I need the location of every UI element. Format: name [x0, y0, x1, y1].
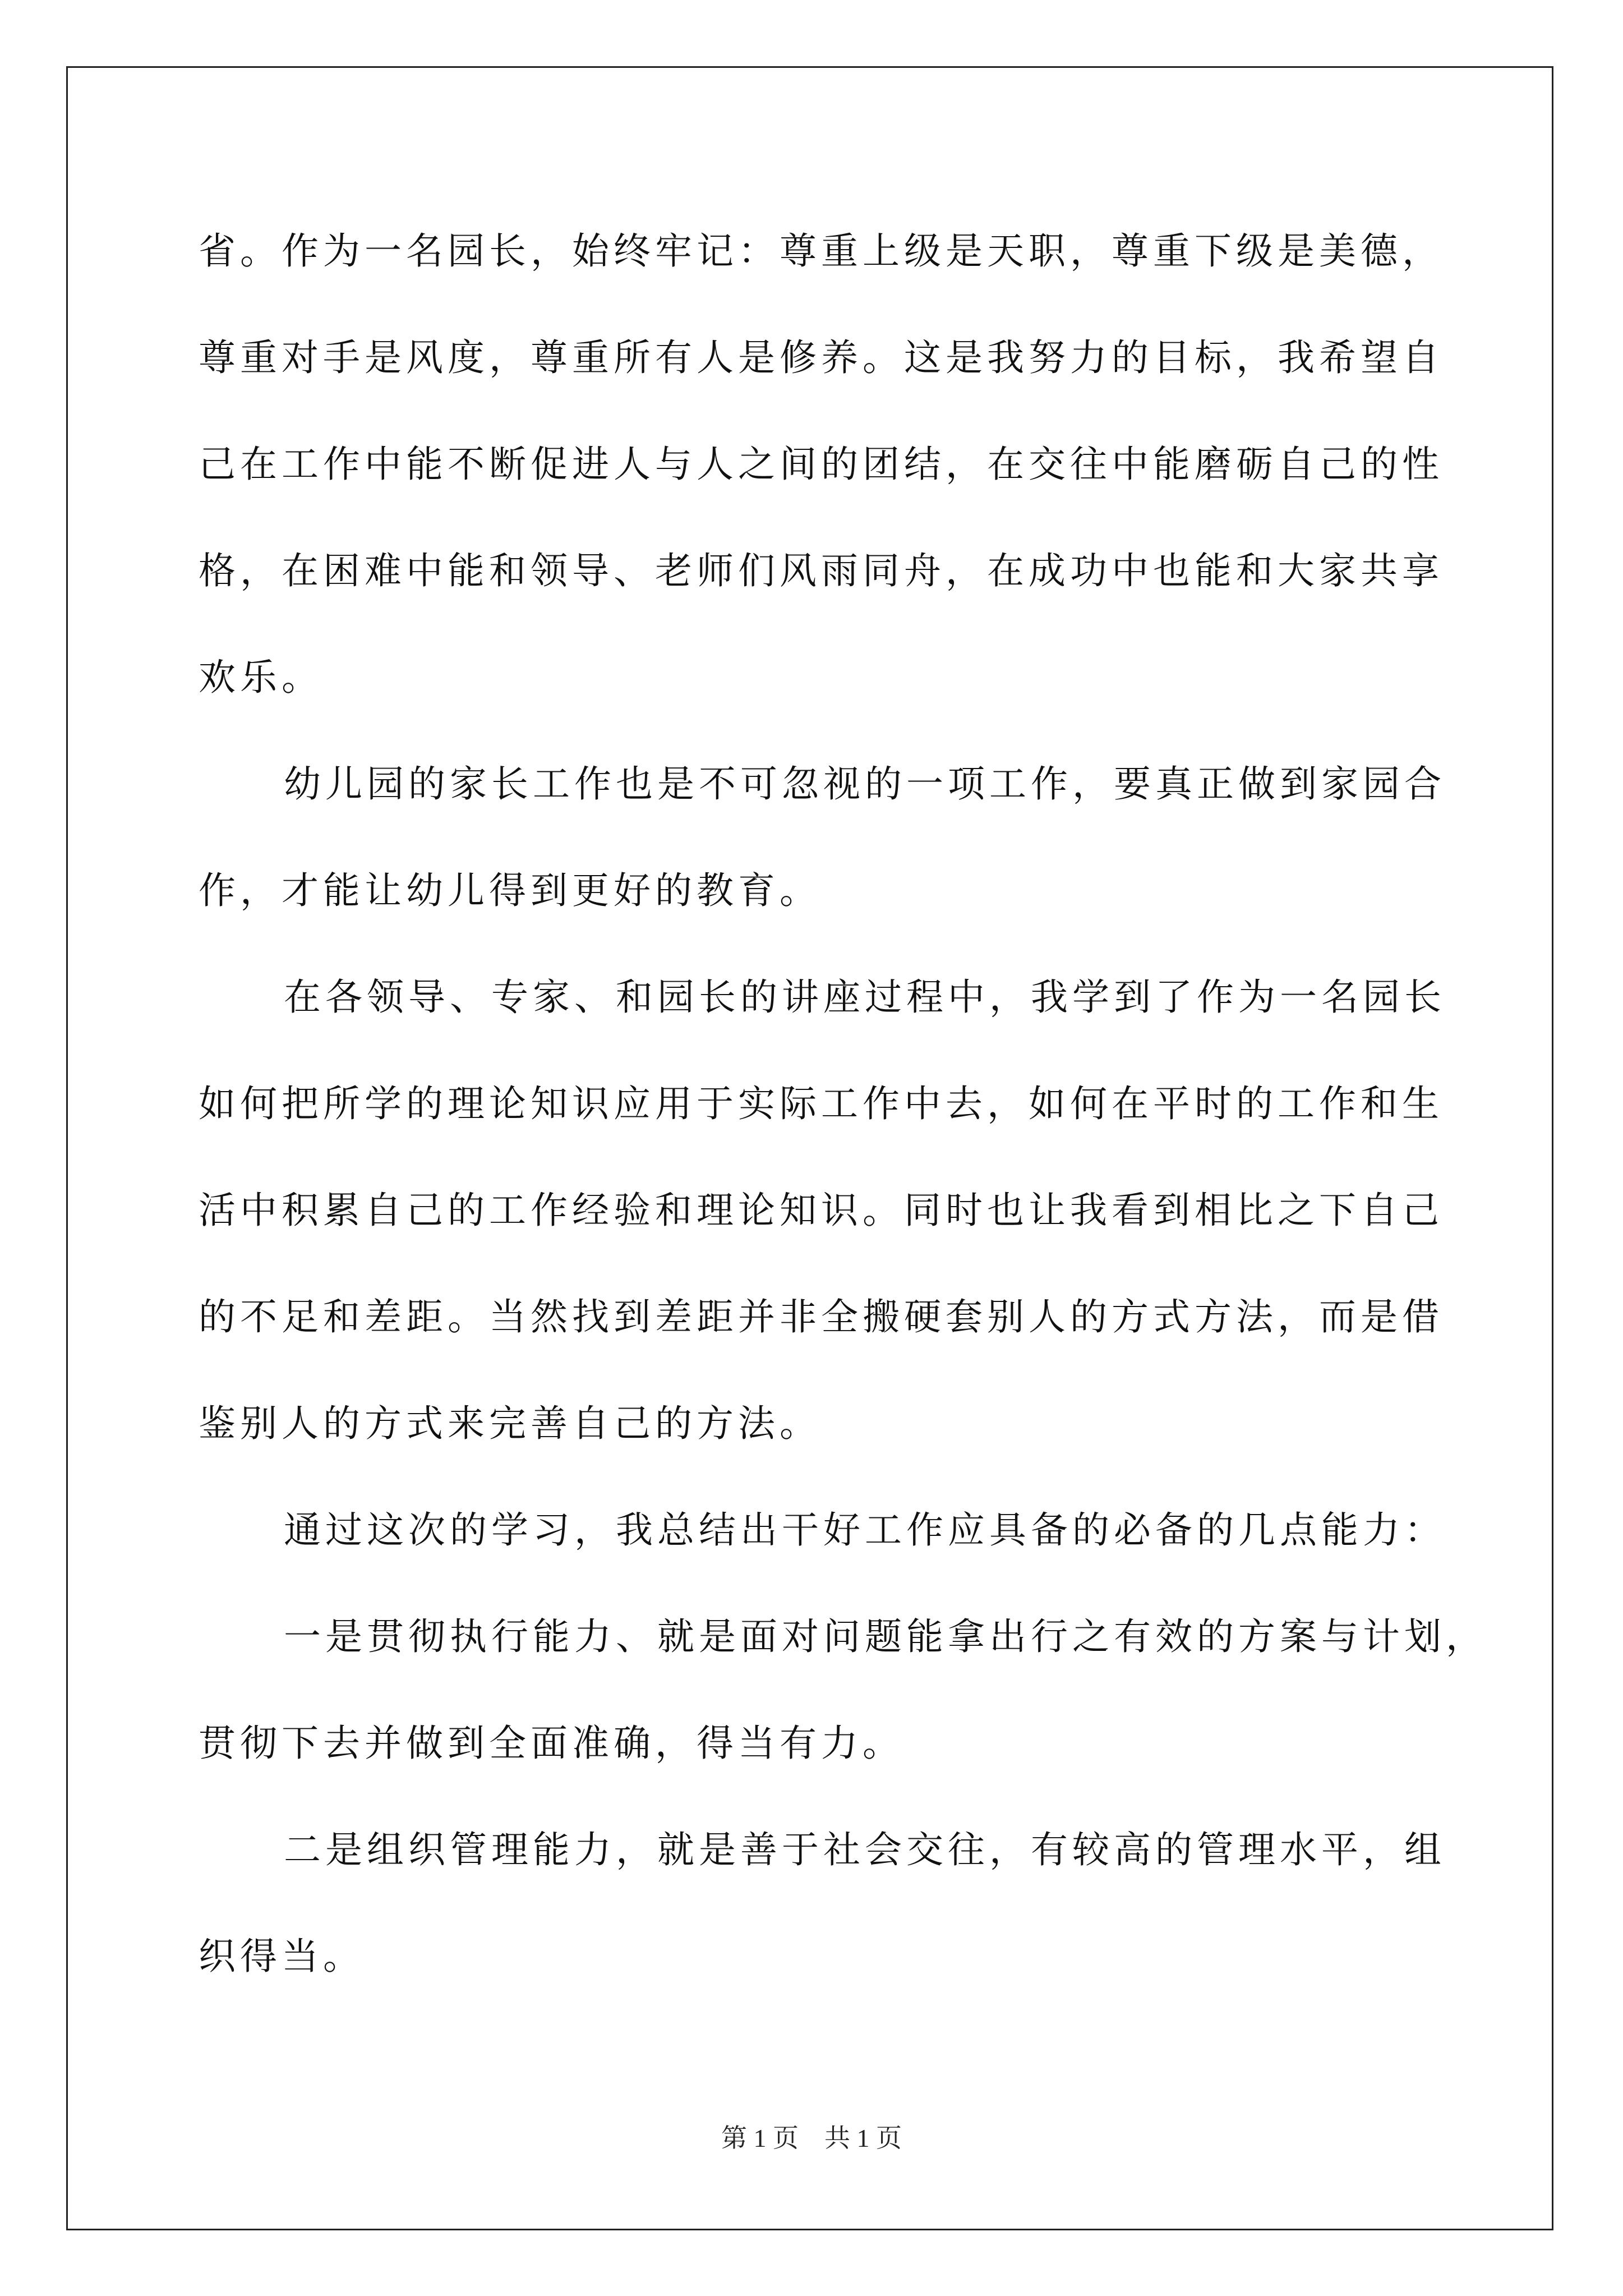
text-line: 尊重对手是风度，尊重所有人是修养。这是我努力的目标，我希望自	[199, 336, 1444, 379]
text-line: 活中积累自己的工作经验和理论知识。同时也让我看到相比之下自己	[199, 1189, 1444, 1232]
text-line: 己在工作中能不断促进人与人之间的团结，在交往中能磨砺自己的性	[199, 443, 1444, 486]
text-line: 格，在困难中能和领导、老师们风雨同舟，在成功中也能和大家共享	[199, 549, 1444, 592]
text-line: 省。作为一名园长，始终牢记：尊重上级是天职，尊重下级是美德，	[199, 229, 1444, 273]
paragraph-first-line: 二是组织管理能力，就是善于社会交往，有较高的管理水平，组	[284, 1828, 1446, 1871]
page-number-footer: 第 1 页 共 1 页	[721, 2124, 902, 2152]
text-line: 的不足和差距。当然找到差距并非全搬硬套别人的方式方法，而是借	[199, 1295, 1444, 1338]
text-line: 作，才能让幼儿得到更好的教育。	[199, 869, 821, 912]
text-line: 鉴别人的方式来完善自己的方法。	[199, 1402, 821, 1445]
paragraph-first-line: 幼儿园的家长工作也是不可忽视的一项工作，要真正做到家园合	[284, 762, 1446, 806]
page-border	[66, 66, 1553, 2230]
text-line: 织得当。	[199, 1935, 365, 1978]
paragraph-first-line: 在各领导、专家、和园长的讲座过程中，我学到了作为一名园长	[284, 976, 1446, 1019]
paragraph-first-line: 通过这次的学习，我总结出干好工作应具备的必备的几点能力：	[284, 1508, 1446, 1552]
text-line: 贯彻下去并做到全面准确，得当有力。	[199, 1722, 904, 1765]
text-line: 如何把所学的理论知识应用于实际工作中去，如何在平时的工作和生	[199, 1082, 1444, 1125]
paragraph-first-line: 一是贯彻执行能力、就是面对问题能拿出行之有效的方案与计划，	[284, 1615, 1487, 1658]
text-line: 欢乐。	[199, 656, 323, 699]
